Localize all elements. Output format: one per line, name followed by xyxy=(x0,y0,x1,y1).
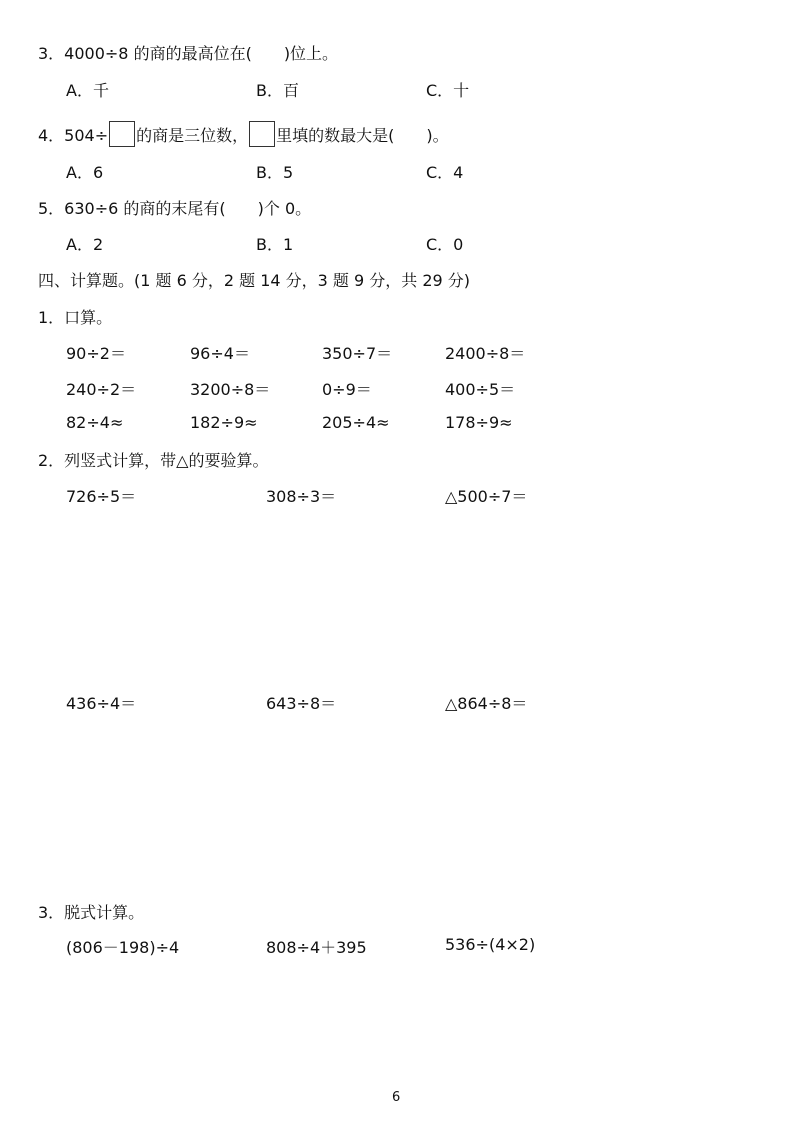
oral-calc-item: 400÷5＝ xyxy=(445,380,516,399)
oral-calc-item: 178÷9≈ xyxy=(445,413,513,432)
stepwise-calc-item: (806－198)÷4 xyxy=(66,938,180,957)
q5-option-a: A．2 xyxy=(66,235,104,254)
oral-calc-item: 182÷9≈ xyxy=(190,413,258,432)
oral-calc-item: 90÷2＝ xyxy=(66,344,126,363)
answer-blank-box xyxy=(249,121,275,147)
vertical-calc-item: 308÷3＝ xyxy=(266,487,337,506)
part-2-title: 2．列竖式计算，带△的要验算。 xyxy=(38,451,269,470)
oral-calc-item: 205÷4≈ xyxy=(322,413,390,432)
q4-option-a: A．6 xyxy=(66,163,104,182)
oral-calc-item: 96÷4＝ xyxy=(190,344,250,363)
page-number: 6 xyxy=(392,1090,401,1105)
part-3-title: 3．脱式计算。 xyxy=(38,903,145,922)
q4-stem-part3: 里填的数最大是( )。 xyxy=(276,126,449,145)
oral-calc-item: 240÷2＝ xyxy=(66,380,137,399)
oral-calc-item: 2400÷8＝ xyxy=(445,344,526,363)
vertical-calc-item: 726÷5＝ xyxy=(66,487,137,506)
oral-calc-item: 0÷9＝ xyxy=(322,380,372,399)
vertical-calc-item: △500÷7＝ xyxy=(445,487,528,506)
part-1-title: 1．口算。 xyxy=(38,308,113,327)
q4-option-b: B．5 xyxy=(256,163,294,182)
vertical-calc-item: 436÷4＝ xyxy=(66,694,137,713)
q4-stem-part1: 4．504÷ xyxy=(38,126,109,145)
vertical-calc-item: △864÷8＝ xyxy=(445,694,528,713)
q3-option-b: B．百 xyxy=(256,81,299,100)
q5-option-c: C．0 xyxy=(426,235,464,254)
q3-option-c: C．十 xyxy=(426,81,470,100)
vertical-calc-item: 643÷8＝ xyxy=(266,694,337,713)
question-4-stem xyxy=(38,121,449,147)
stepwise-calc-item: 808÷4＋395 xyxy=(266,938,367,957)
oral-calc-item: 82÷4≈ xyxy=(66,413,124,432)
q4-option-c: C．4 xyxy=(426,163,464,182)
oral-calc-item: 350÷7＝ xyxy=(322,344,393,363)
stepwise-calc-item: 536÷(4×2) xyxy=(445,935,536,954)
answer-blank-box xyxy=(109,121,135,147)
oral-calc-item: 3200÷8＝ xyxy=(190,380,271,399)
q3-option-a: A．千 xyxy=(66,81,109,100)
section-4-heading: 四、计算题。(1 题 6 分，2 题 14 分，3 题 9 分，共 29 分) xyxy=(38,271,471,290)
question-5-stem: 5．630÷6 的商的末尾有( )个 0。 xyxy=(38,199,312,218)
q5-option-b: B．1 xyxy=(256,235,294,254)
question-3-stem: 3．4000÷8 的商的最高位在( )位上。 xyxy=(38,44,339,63)
q4-stem-part2: 的商是三位数， xyxy=(136,126,249,145)
